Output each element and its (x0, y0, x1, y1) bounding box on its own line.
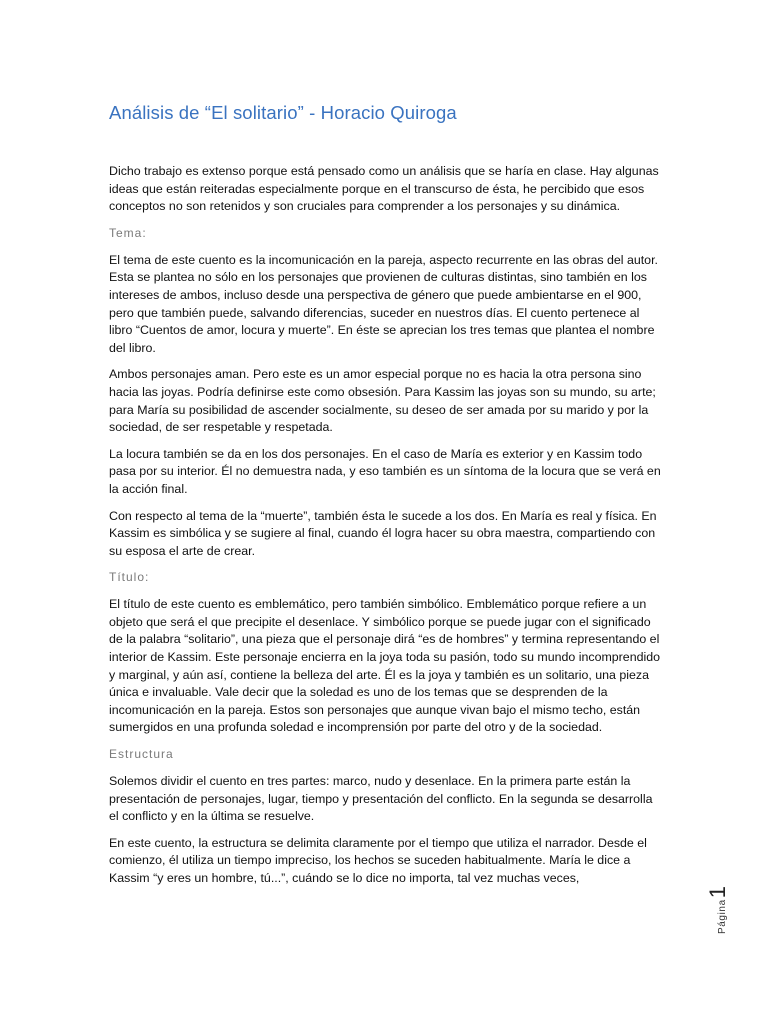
paragraph-tema-3: La locura también se da en los dos personajes. En el caso de María es exterior y en Kassim todo pasa por su interior. Él no demuestra nada, y eso también es un síntoma de la locura que se verá en la acción final. (109, 446, 661, 496)
heading-tema: Tema: (109, 225, 147, 240)
heading-estructura: Estructura (109, 747, 174, 762)
paragraph-titulo: El título de este cuento es emblemático, pero también simbólico. Emblemático porque refiere a un objeto que será el que precipite el desenlace. Y simbólico porque se puede jugar con el significado de la palabra “solitario”, una pieza que el personaje dirá “es de hombres” y termina representando el interior de Kassim. Este personaje encierra en la joya toda su pasión, todo su mundo incomprendido y marginal, y aún así, contiene la belleza del arte. Él es la joya y también es un solitario, una pieza única e invaluable. Vale decir que la soledad es uno de los temas que se desprenden de la incomunicación en la pareja. Estos son personajes que aunque vivan bajo el mismo techo, están sumergidos en una profunda soledad e incomprensión por parte del otro y de la sociedad. (109, 597, 661, 735)
paragraph-intro: Dicho trabajo es extenso porque está pensado como un análisis que se haría en clase. Hay algunas ideas que están reiteradas especialmente porque en el transcurso de ésta, he percibido que esos conceptos no son retenidos y son cruciales para comprender a los personajes y su dinámica. (109, 164, 659, 214)
paragraph-tema-1: El tema de este cuento es la incomunicación en la pareja, aspecto recurrente en las obras del autor. Esta se plantea no sólo en los personajes que provienen de culturas distintas, sino también en los intereses de ambos, incluso desde una perspectiva de género que puede ambientarse en el 900, pero que también puede, salvando diferencias, suceder en nuestros días. El cuento pertenece al libro “Cuentos de amor, locura y muerte”. En éste se aprecian los tres temas que plantea el nombre del libro. (109, 252, 658, 355)
heading-titulo: Título: (109, 570, 150, 585)
paragraph-estructura-1: Solemos dividir el cuento en tres partes: marco, nudo y desenlace. En la primera parte están la presentación de personajes, lugar, tiempo y presentación del conflicto. En la segunda se desarrolla el conflicto y en la última se resuelve. (109, 774, 653, 824)
page-label: Página (717, 899, 728, 934)
page-footer (707, 882, 729, 934)
paragraph-tema-2: Ambos personajes aman. Pero este es un amor especial porque no es hacia la otra persona sino hacia las joyas. Podría definirse este como obsesión. Para Kassim las joyas son su mundo, su arte; para María su posibilidad de ascender socialmente, su deseo de ser amada por su marido y por la sociedad, de ser respetable y respetada. (109, 367, 656, 435)
paragraph-estructura-2: En este cuento, la estructura se delimita claramente por el tiempo que utiliza el narrador. Desde el comienzo, él utiliza un tiempo impreciso, los hechos se suceden habitualmente. María le dice a Kassim “y eres un hombre, tú...”, cuándo se lo dice no importa, tal vez muchas veces, (109, 835, 647, 885)
document-body (109, 101, 661, 897)
page-number: 1 (705, 886, 730, 899)
document-title: Análisis de “El solitario” - Horacio Quiroga (109, 102, 457, 123)
page-number-rotated (707, 886, 729, 934)
paragraph-tema-4: Con respecto al tema de la “muerte”, también ésta le sucede a los dos. En María es real y física. En Kassim es simbólica y se sugiere al final, cuando él logra hacer su obra maestra, compartiendo con su esposa el arte de crear. (109, 508, 657, 558)
